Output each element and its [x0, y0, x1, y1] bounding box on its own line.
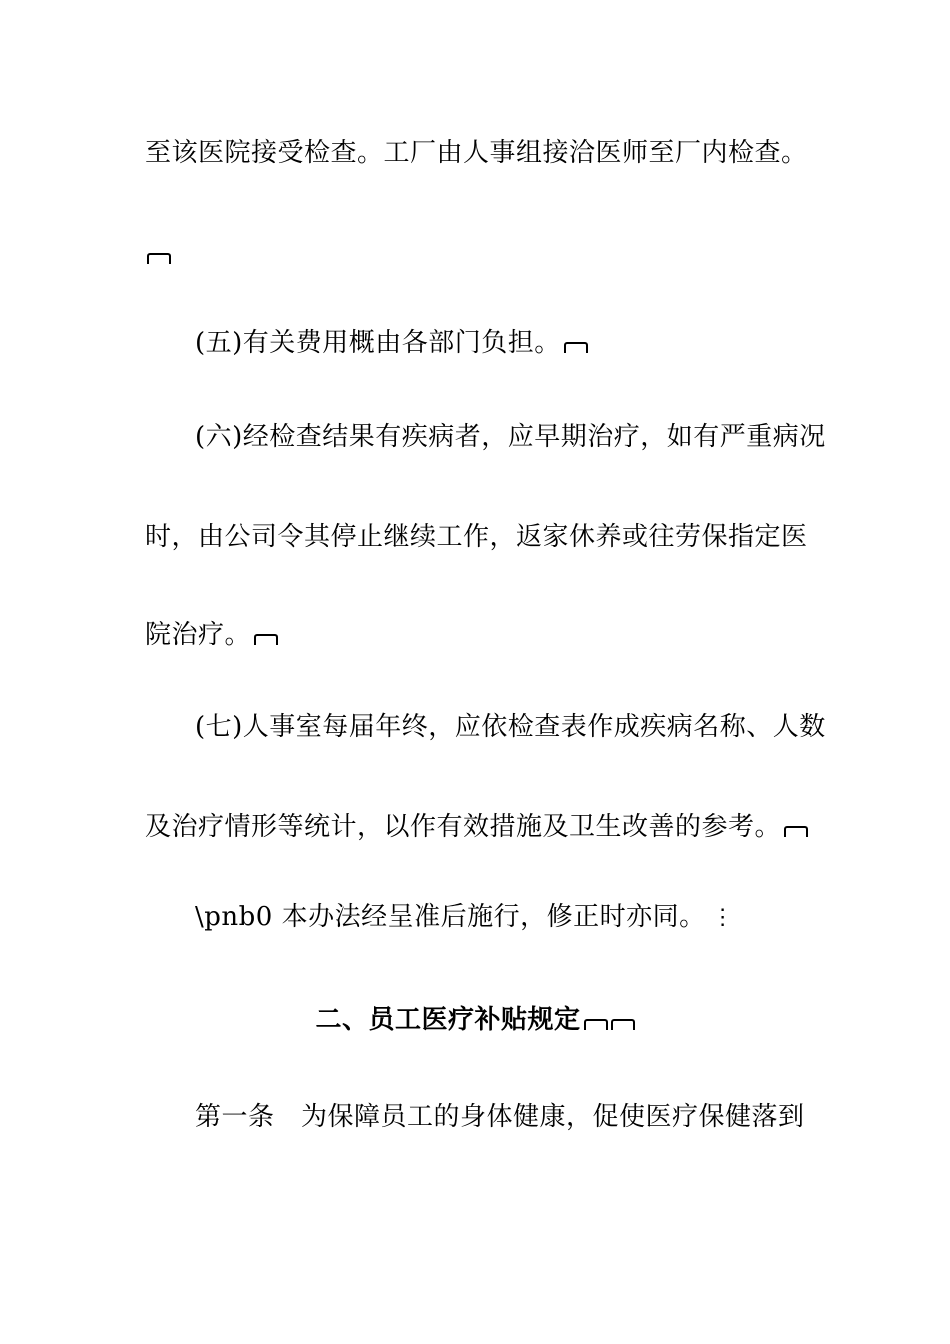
line-text: (五)有关费用概由各部门负担。: [195, 328, 561, 358]
paragraph-line-8: [195, 900, 810, 935]
paragraph-line-5: [145, 618, 810, 652]
paragraph-line-2: [195, 326, 810, 360]
paragraph-line-9: [195, 1100, 810, 1134]
paragraph-mark-icon: [784, 826, 808, 837]
paragraph-line-1: [145, 136, 810, 170]
paragraph-line-6: [195, 710, 826, 744]
paragraph-line-4: [145, 520, 810, 554]
paragraph-line-3: [195, 420, 826, 454]
line-text: 时，由公司令其停止继续工作，返家休养或往劳保指定医: [145, 522, 808, 552]
line-text: 院治疗。: [145, 620, 252, 650]
section-heading: [0, 1003, 950, 1037]
line-text: (六)经检查结果有疾病者，应早期治疗，如有严重病况: [195, 422, 826, 452]
paragraph-mark-icon: [611, 1019, 635, 1030]
paragraph-mark-icon: [147, 253, 171, 264]
line-text: \pnb0 本办法经呈准后施行，修正时亦同。: [195, 902, 706, 932]
line-text: (七)人事室每届年终，应依检查表作成疾病名称、人数: [195, 712, 826, 742]
paragraph-mark-icon: [564, 342, 588, 353]
line-text: 第一条 为保障员工的身体健康，促使医疗保健落到: [195, 1102, 805, 1132]
line-text: 及治疗情形等统计，以作有效措施及卫生改善的参考。: [145, 812, 782, 842]
paragraph-line-7: [145, 810, 810, 844]
heading-text: 二、员工医疗补贴规定: [315, 1005, 581, 1035]
paragraph-mark-icon: [254, 634, 278, 645]
paragraph-mark-icon: [584, 1019, 608, 1030]
ellipsis-icon: ⋮: [711, 905, 735, 930]
line-text: 至该医院接受检查。工厂由人事组接洽医师至厂内检查。: [145, 138, 808, 168]
